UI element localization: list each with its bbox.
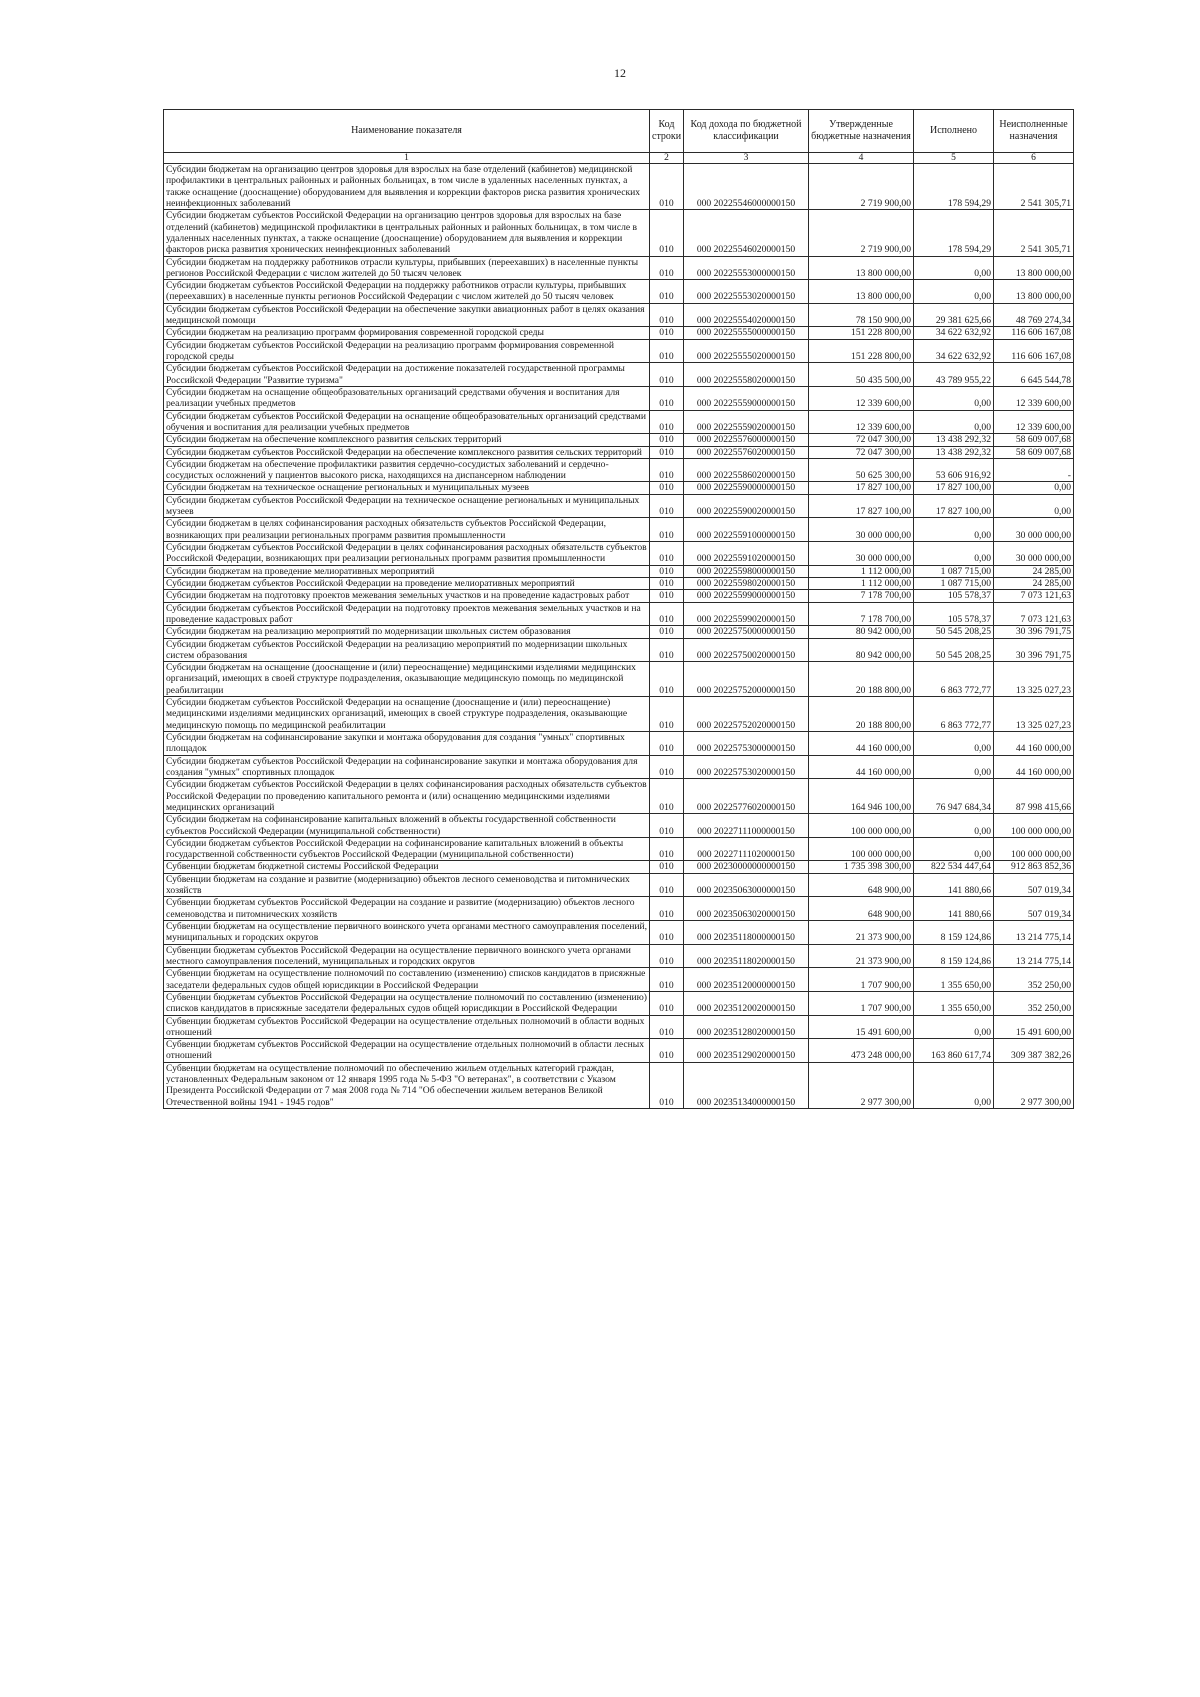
approved-amount-cell: 15 491 600,00 [809, 1015, 914, 1039]
table-row [164, 697, 1074, 732]
table-row [164, 755, 1074, 779]
table-row [164, 991, 1074, 1015]
executed-amount-cell: 0,00 [914, 732, 994, 756]
unexecuted-amount-cell: 12 339 600,00 [994, 410, 1074, 434]
income-code-cell: 000 20225555000000150 [684, 327, 809, 339]
line-code-cell: 010 [650, 590, 684, 602]
approved-amount-cell: 1 112 000,00 [809, 565, 914, 577]
unexecuted-amount-cell: 7 073 121,63 [994, 602, 1074, 626]
indicator-name-cell: Субсидии бюджетам субъектов Российской Федерации на достижение показателей государственной программы Российской Федерации "Развитие туризма" [164, 363, 650, 387]
column-number: 4 [809, 153, 914, 164]
income-code-cell: 000 20225591020000150 [684, 542, 809, 566]
header-executed: Исполнено [914, 110, 994, 153]
unexecuted-amount-cell: 352 250,00 [994, 968, 1074, 992]
approved-amount-cell: 50 625 300,00 [809, 458, 914, 482]
column-number: 5 [914, 153, 994, 164]
table-row [164, 1039, 1074, 1063]
unexecuted-amount-cell: 13 214 775,14 [994, 944, 1074, 968]
approved-amount-cell: 80 942 000,00 [809, 626, 914, 638]
unexecuted-amount-cell: 2 541 305,71 [994, 164, 1074, 210]
indicator-name-cell: Субсидии бюджетам на реализацию программ формирования современной городской среды [164, 327, 650, 339]
executed-amount-cell: 141 880,66 [914, 897, 994, 921]
unexecuted-amount-cell: 507 019,34 [994, 897, 1074, 921]
unexecuted-amount-cell: 13 325 027,23 [994, 697, 1074, 732]
line-code-cell: 010 [650, 638, 684, 662]
income-code-cell: 000 20225598020000150 [684, 577, 809, 589]
unexecuted-amount-cell: 100 000 000,00 [994, 814, 1074, 838]
indicator-name-cell: Субвенции бюджетам бюджетной системы Российской Федерации [164, 861, 650, 873]
table-row [164, 968, 1074, 992]
line-code-cell: 010 [650, 327, 684, 339]
table-row [164, 410, 1074, 434]
executed-amount-cell: 0,00 [914, 814, 994, 838]
unexecuted-amount-cell: 12 339 600,00 [994, 386, 1074, 410]
income-code-cell: 000 20225586020000150 [684, 458, 809, 482]
executed-amount-cell: 822 534 447,64 [914, 861, 994, 873]
line-code-cell: 010 [650, 814, 684, 838]
line-code-cell: 010 [650, 434, 684, 446]
indicator-name-cell: Субсидии бюджетам на обеспечение профилактики развития сердечно-сосудистых заболеваний и сердечно-сосудистых осложнений у пациентов высокого риска, находящихся на диспансерном наблюдении [164, 458, 650, 482]
indicator-name-cell: Субсидии бюджетам субъектов Российской Федерации на софинансирование закупки и монтажа оборудования для создания "умных" спортивных площадок [164, 755, 650, 779]
header-approved: Утвержденные бюджетные назначения [809, 110, 914, 153]
header-unexecuted: Неисполненные назначения [994, 110, 1074, 153]
approved-amount-cell: 1 707 900,00 [809, 968, 914, 992]
approved-amount-cell: 17 827 100,00 [809, 482, 914, 494]
unexecuted-amount-cell: 116 606 167,08 [994, 339, 1074, 363]
table-row [164, 386, 1074, 410]
income-code-cell: 000 20225599020000150 [684, 602, 809, 626]
indicator-name-cell: Субвенции бюджетам субъектов Российской Федерации на создание и развитие (модернизацию) объектов лесного семеноводства и питомнических хозяйств [164, 897, 650, 921]
table-row [164, 542, 1074, 566]
executed-amount-cell: 178 594,29 [914, 164, 994, 210]
line-code-cell: 010 [650, 837, 684, 861]
unexecuted-amount-cell: 912 863 852,36 [994, 861, 1074, 873]
indicator-name-cell: Субсидии бюджетам субъектов Российской Федерации на софинансирование капитальных вложений в объекты государственной собственности субъектов Российской Федерации (муниципальной собственности) [164, 837, 650, 861]
approved-amount-cell: 78 150 900,00 [809, 303, 914, 327]
header-line-code: Код строки [650, 110, 684, 153]
table-row [164, 1062, 1074, 1108]
page-number: 12 [614, 66, 626, 80]
table-row [164, 339, 1074, 363]
line-code-cell: 010 [650, 662, 684, 697]
income-code-cell: 000 20235118000000150 [684, 921, 809, 945]
line-code-cell: 010 [650, 968, 684, 992]
approved-amount-cell: 20 188 800,00 [809, 662, 914, 697]
executed-amount-cell: 53 606 916,92 [914, 458, 994, 482]
income-code-cell: 000 20235118020000150 [684, 944, 809, 968]
income-code-cell: 000 20230000000000150 [684, 861, 809, 873]
indicator-name-cell: Субсидии бюджетам субъектов Российской Федерации на техническое оснащение региональных и муниципальных музеев [164, 494, 650, 518]
unexecuted-amount-cell: 2 977 300,00 [994, 1062, 1074, 1108]
executed-amount-cell: 0,00 [914, 386, 994, 410]
line-code-cell: 010 [650, 446, 684, 458]
income-code-cell: 000 20225555020000150 [684, 339, 809, 363]
approved-amount-cell: 164 946 100,00 [809, 779, 914, 814]
unexecuted-amount-cell: 30 396 791,75 [994, 638, 1074, 662]
executed-amount-cell: 178 594,29 [914, 210, 994, 256]
approved-amount-cell: 21 373 900,00 [809, 944, 914, 968]
line-code-cell: 010 [650, 626, 684, 638]
approved-amount-cell: 1 112 000,00 [809, 577, 914, 589]
approved-amount-cell: 100 000 000,00 [809, 814, 914, 838]
table-row [164, 280, 1074, 304]
indicator-name-cell: Субсидии бюджетам субъектов Российской Федерации на обеспечение комплексного развития сельских территорий [164, 446, 650, 458]
approved-amount-cell: 151 228 800,00 [809, 327, 914, 339]
column-number: 3 [684, 153, 809, 164]
indicator-name-cell: Субсидии бюджетам субъектов Российской Федерации на организацию центров здоровья для взрослых на базе отделений (кабинетов) медицинской профилактики в центральных районных и районных больницах, в том числе в удаленных населенных пунктах, а также оснащение (дооснащение) оборудованием для выявления и коррекции факторов риска развития хронических неинфекционных заболеваний [164, 210, 650, 256]
income-code-cell: 000 20225558020000150 [684, 363, 809, 387]
income-code-cell: 000 20225553000000150 [684, 256, 809, 280]
income-code-cell: 000 20235120000000150 [684, 968, 809, 992]
executed-amount-cell: 0,00 [914, 518, 994, 542]
table-row [164, 518, 1074, 542]
executed-amount-cell: 50 545 208,25 [914, 638, 994, 662]
indicator-name-cell: Субсидии бюджетам на техническое оснащение региональных и муниципальных музеев [164, 482, 650, 494]
income-code-cell: 000 20225753000000150 [684, 732, 809, 756]
executed-amount-cell: 0,00 [914, 1062, 994, 1108]
income-code-cell: 000 20225753020000150 [684, 755, 809, 779]
line-code-cell: 010 [650, 732, 684, 756]
executed-amount-cell: 13 438 292,32 [914, 434, 994, 446]
table-row [164, 873, 1074, 897]
indicator-name-cell: Субсидии бюджетам на софинансирование капитальных вложений в объекты государственной собственности субъектов Российской Федерации (муниципальной собственности) [164, 814, 650, 838]
table-row [164, 897, 1074, 921]
indicator-name-cell: Субвенции бюджетам субъектов Российской Федерации на осуществление первичного воинского учета органами местного самоуправления поселений, муниципальных и городских округов [164, 944, 650, 968]
income-code-cell: 000 20235129020000150 [684, 1039, 809, 1063]
unexecuted-amount-cell: 6 645 544,78 [994, 363, 1074, 387]
table-row [164, 327, 1074, 339]
table-body [164, 164, 1074, 1109]
budget-execution-table [163, 109, 1074, 1109]
indicator-name-cell: Субсидии бюджетам субъектов Российской Федерации на проведение мелиоративных мероприятий [164, 577, 650, 589]
table-row [164, 626, 1074, 638]
income-code-cell: 000 20225752000000150 [684, 662, 809, 697]
income-code-cell: 000 20225590000000150 [684, 482, 809, 494]
column-number: 6 [994, 153, 1074, 164]
line-code-cell: 010 [650, 697, 684, 732]
line-code-cell: 010 [650, 565, 684, 577]
line-code-cell: 010 [650, 991, 684, 1015]
line-code-cell: 010 [650, 1015, 684, 1039]
executed-amount-cell: 13 438 292,32 [914, 446, 994, 458]
unexecuted-amount-cell: 15 491 600,00 [994, 1015, 1074, 1039]
executed-amount-cell: 0,00 [914, 755, 994, 779]
indicator-name-cell: Субсидии бюджетам на обеспечение комплексного развития сельских территорий [164, 434, 650, 446]
unexecuted-amount-cell: 309 387 382,26 [994, 1039, 1074, 1063]
executed-amount-cell: 163 860 617,74 [914, 1039, 994, 1063]
table-row [164, 446, 1074, 458]
table-row [164, 210, 1074, 256]
unexecuted-amount-cell: 44 160 000,00 [994, 755, 1074, 779]
indicator-name-cell: Субсидии бюджетам на софинансирование закупки и монтажа оборудования для создания "умных" спортивных площадок [164, 732, 650, 756]
indicator-name-cell: Субсидии бюджетам субъектов Российской Федерации на поддержку работников отрасли культуры, прибывших (переехавших) в населенные пункты регионов Российской Федерации с числом жителей до 50 тысяч человек [164, 280, 650, 304]
approved-amount-cell: 72 047 300,00 [809, 446, 914, 458]
income-code-cell: 000 20225576020000150 [684, 446, 809, 458]
indicator-name-cell: Субсидии бюджетам субъектов Российской Федерации на оснащение общеобразовательных организаций средствами обучения и воспитания для реализации учебных предметов [164, 410, 650, 434]
income-code-cell: 000 20235120020000150 [684, 991, 809, 1015]
table-row [164, 577, 1074, 589]
approved-amount-cell: 20 188 800,00 [809, 697, 914, 732]
approved-amount-cell: 7 178 700,00 [809, 602, 914, 626]
line-code-cell: 010 [650, 410, 684, 434]
approved-amount-cell: 473 248 000,00 [809, 1039, 914, 1063]
unexecuted-amount-cell: 13 325 027,23 [994, 662, 1074, 697]
approved-amount-cell: 12 339 600,00 [809, 410, 914, 434]
approved-amount-cell: 13 800 000,00 [809, 256, 914, 280]
executed-amount-cell: 0,00 [914, 542, 994, 566]
table-header [164, 110, 1074, 164]
income-code-cell: 000 20235128020000150 [684, 1015, 809, 1039]
approved-amount-cell: 30 000 000,00 [809, 518, 914, 542]
executed-amount-cell: 8 159 124,86 [914, 944, 994, 968]
indicator-name-cell: Субвенции бюджетам на осуществление полномочий по составлению (изменению) списков кандидатов в присяжные заседатели федеральных судов общей юрисдикции в Российской Федерации [164, 968, 650, 992]
approved-amount-cell: 7 178 700,00 [809, 590, 914, 602]
unexecuted-amount-cell: 24 285,00 [994, 577, 1074, 589]
line-code-cell: 010 [650, 542, 684, 566]
table-row [164, 814, 1074, 838]
table-row [164, 482, 1074, 494]
approved-amount-cell: 17 827 100,00 [809, 494, 914, 518]
unexecuted-amount-cell: 507 019,34 [994, 873, 1074, 897]
income-code-cell: 000 20225546000000150 [684, 164, 809, 210]
executed-amount-cell: 105 578,37 [914, 602, 994, 626]
approved-amount-cell: 44 160 000,00 [809, 755, 914, 779]
line-code-cell: 010 [650, 602, 684, 626]
unexecuted-amount-cell: 13 800 000,00 [994, 280, 1074, 304]
line-code-cell: 010 [650, 1062, 684, 1108]
executed-amount-cell: 43 789 955,22 [914, 363, 994, 387]
indicator-name-cell: Субвенции бюджетам субъектов Российской Федерации на осуществление отдельных полномочий в области лесных отношений [164, 1039, 650, 1063]
line-code-cell: 010 [650, 386, 684, 410]
income-code-cell: 000 20225750020000150 [684, 638, 809, 662]
unexecuted-amount-cell: 0,00 [994, 482, 1074, 494]
indicator-name-cell: Субвенции бюджетам на осуществление первичного воинского учета органами местного самоуправления поселений, муниципальных и городских округов [164, 921, 650, 945]
executed-amount-cell: 0,00 [914, 1015, 994, 1039]
executed-amount-cell: 1 355 650,00 [914, 968, 994, 992]
table-row [164, 458, 1074, 482]
table-row [164, 732, 1074, 756]
approved-amount-cell: 30 000 000,00 [809, 542, 914, 566]
line-code-cell: 010 [650, 944, 684, 968]
table-row [164, 837, 1074, 861]
executed-amount-cell: 1 087 715,00 [914, 577, 994, 589]
column-number: 1 [164, 153, 650, 164]
line-code-cell: 010 [650, 210, 684, 256]
line-code-cell: 010 [650, 339, 684, 363]
line-code-cell: 010 [650, 482, 684, 494]
unexecuted-amount-cell: 13 214 775,14 [994, 921, 1074, 945]
approved-amount-cell: 13 800 000,00 [809, 280, 914, 304]
table-row [164, 602, 1074, 626]
income-code-cell: 000 20227111000000150 [684, 814, 809, 838]
indicator-name-cell: Субсидии бюджетам на реализацию мероприятий по модернизации школьных систем образования [164, 626, 650, 638]
table-row [164, 590, 1074, 602]
executed-amount-cell: 0,00 [914, 256, 994, 280]
executed-amount-cell: 34 622 632,92 [914, 327, 994, 339]
approved-amount-cell: 648 900,00 [809, 873, 914, 897]
income-code-cell: 000 20225559020000150 [684, 410, 809, 434]
line-code-cell: 010 [650, 897, 684, 921]
line-code-cell: 010 [650, 779, 684, 814]
unexecuted-amount-cell: 24 285,00 [994, 565, 1074, 577]
line-code-cell: 010 [650, 363, 684, 387]
approved-amount-cell: 1 707 900,00 [809, 991, 914, 1015]
indicator-name-cell: Субсидии бюджетам субъектов Российской Федерации на оснащение (дооснащение и (или) переоснащение) медицинскими изделиями медицинских организаций, имеющих в своей структуре подразделения, оказывающие медицинскую помощь по медицинской реабилитации [164, 697, 650, 732]
line-code-cell: 010 [650, 164, 684, 210]
table-row [164, 256, 1074, 280]
indicator-name-cell: Субсидии бюджетам в целях софинансирования расходных обязательств субъектов Российской Федерации, возникающих при реализации региональных программ развития промышленности [164, 518, 650, 542]
indicator-name-cell: Субсидии бюджетам на подготовку проектов межевания земельных участков и на проведение кадастровых работ [164, 590, 650, 602]
executed-amount-cell: 6 863 772,77 [914, 697, 994, 732]
income-code-cell: 000 20225752020000150 [684, 697, 809, 732]
approved-amount-cell: 2 719 900,00 [809, 210, 914, 256]
unexecuted-amount-cell: 30 000 000,00 [994, 542, 1074, 566]
executed-amount-cell: 0,00 [914, 280, 994, 304]
line-code-cell: 010 [650, 921, 684, 945]
line-code-cell: 010 [650, 458, 684, 482]
executed-amount-cell: 29 381 625,66 [914, 303, 994, 327]
executed-amount-cell: 1 355 650,00 [914, 991, 994, 1015]
line-code-cell: 010 [650, 861, 684, 873]
indicator-name-cell: Субвенции бюджетам на создание и развитие (модернизацию) объектов лесного семеноводства и питомнических хозяйств [164, 873, 650, 897]
executed-amount-cell: 50 545 208,25 [914, 626, 994, 638]
table-row [164, 1015, 1074, 1039]
line-code-cell: 010 [650, 1039, 684, 1063]
indicator-name-cell: Субсидии бюджетам субъектов Российской Федерации на реализацию программ формирования современной городской среды [164, 339, 650, 363]
income-code-cell: 000 20225559000000150 [684, 386, 809, 410]
unexecuted-amount-cell: 44 160 000,00 [994, 732, 1074, 756]
income-code-cell: 000 20235134000000150 [684, 1062, 809, 1108]
column-number-row [164, 153, 1074, 164]
income-code-cell: 000 20225599000000150 [684, 590, 809, 602]
indicator-name-cell: Субсидии бюджетам субъектов Российской Федерации в целях софинансирования расходных обязательств субъектов Российской Федерации по проведению капитального ремонта и (или) оснащению медицинскими изделиями медицинских организаций [164, 779, 650, 814]
unexecuted-amount-cell: 58 609 007,68 [994, 434, 1074, 446]
table-row [164, 363, 1074, 387]
unexecuted-amount-cell: 30 396 791,75 [994, 626, 1074, 638]
approved-amount-cell: 80 942 000,00 [809, 638, 914, 662]
line-code-cell: 010 [650, 303, 684, 327]
table-row [164, 565, 1074, 577]
approved-amount-cell: 100 000 000,00 [809, 837, 914, 861]
unexecuted-amount-cell: 2 541 305,71 [994, 210, 1074, 256]
executed-amount-cell: 8 159 124,86 [914, 921, 994, 945]
indicator-name-cell: Субсидии бюджетам на проведение мелиоративных мероприятий [164, 565, 650, 577]
line-code-cell: 010 [650, 280, 684, 304]
unexecuted-amount-cell: 87 998 415,66 [994, 779, 1074, 814]
unexecuted-amount-cell: 116 606 167,08 [994, 327, 1074, 339]
unexecuted-amount-cell: 100 000 000,00 [994, 837, 1074, 861]
unexecuted-amount-cell: 48 769 274,34 [994, 303, 1074, 327]
line-code-cell: 010 [650, 755, 684, 779]
unexecuted-amount-cell: 352 250,00 [994, 991, 1074, 1015]
income-code-cell: 000 20225776020000150 [684, 779, 809, 814]
executed-amount-cell: 141 880,66 [914, 873, 994, 897]
line-code-cell: 010 [650, 873, 684, 897]
income-code-cell: 000 20225553020000150 [684, 280, 809, 304]
executed-amount-cell: 17 827 100,00 [914, 482, 994, 494]
line-code-cell: 010 [650, 256, 684, 280]
line-code-cell: 010 [650, 577, 684, 589]
unexecuted-amount-cell: 13 800 000,00 [994, 256, 1074, 280]
approved-amount-cell: 1 735 398 300,00 [809, 861, 914, 873]
approved-amount-cell: 44 160 000,00 [809, 732, 914, 756]
executed-amount-cell: 0,00 [914, 837, 994, 861]
line-code-cell: 010 [650, 494, 684, 518]
unexecuted-amount-cell: 0,00 [994, 494, 1074, 518]
executed-amount-cell: 17 827 100,00 [914, 494, 994, 518]
indicator-name-cell: Субсидии бюджетам на оснащение общеобразовательных организаций средствами обучения и воспитания для реализации учебных предметов [164, 386, 650, 410]
column-number: 2 [650, 153, 684, 164]
unexecuted-amount-cell: 58 609 007,68 [994, 446, 1074, 458]
table-row [164, 662, 1074, 697]
unexecuted-amount-cell: 30 000 000,00 [994, 518, 1074, 542]
executed-amount-cell: 1 087 715,00 [914, 565, 994, 577]
indicator-name-cell: Субсидии бюджетам на поддержку работников отрасли культуры, прибывших (переехавших) в населенные пункты регионов Российской Федерации с числом жителей до 50 тысяч человек [164, 256, 650, 280]
line-code-cell: 010 [650, 518, 684, 542]
table-row [164, 861, 1074, 873]
executed-amount-cell: 105 578,37 [914, 590, 994, 602]
executed-amount-cell: 0,00 [914, 410, 994, 434]
indicator-name-cell: Субсидии бюджетам на оснащение (дооснащение и (или) переоснащение) медицинскими изделиями медицинских организаций, имеющих в своей структуре подразделения, оказывающие медицинскую помощь по медицинской реабилитации [164, 662, 650, 697]
income-code-cell: 000 20225750000000150 [684, 626, 809, 638]
approved-amount-cell: 50 435 500,00 [809, 363, 914, 387]
table-row [164, 164, 1074, 210]
approved-amount-cell: 2 719 900,00 [809, 164, 914, 210]
income-code-cell: 000 20225546020000150 [684, 210, 809, 256]
indicator-name-cell: Субсидии бюджетам на организацию центров здоровья для взрослых на базе отделений (кабинетов) медицинской профилактики в центральных районных и районных больницах, в том числе в удаленных населенных пунктах, а также оснащение (дооснащение) оборудованием для выявления и коррекции факторов риска развития хронических неинфекционных заболеваний [164, 164, 650, 210]
income-code-cell: 000 20225591000000150 [684, 518, 809, 542]
indicator-name-cell: Субсидии бюджетам субъектов Российской Федерации на реализацию мероприятий по модернизации школьных систем образования [164, 638, 650, 662]
unexecuted-amount-cell: 7 073 121,63 [994, 590, 1074, 602]
executed-amount-cell: 34 622 632,92 [914, 339, 994, 363]
budget-table-container [163, 109, 1073, 1109]
indicator-name-cell: Субсидии бюджетам субъектов Российской Федерации на подготовку проектов межевания земельных участков и на проведение кадастровых работ [164, 602, 650, 626]
indicator-name-cell: Субсидии бюджетам субъектов Российской Федерации в целях софинансирования расходных обязательств субъектов Российской Федерации, возникающих при реализации региональных программ развития промышленности [164, 542, 650, 566]
executed-amount-cell: 76 947 684,34 [914, 779, 994, 814]
table-row [164, 434, 1074, 446]
income-code-cell: 000 20225598000000150 [684, 565, 809, 577]
table-row [164, 944, 1074, 968]
table-row [164, 921, 1074, 945]
approved-amount-cell: 12 339 600,00 [809, 386, 914, 410]
indicator-name-cell: Субсидии бюджетам субъектов Российской Федерации на обеспечение закупки авиационных работ в целях оказания медицинской помощи [164, 303, 650, 327]
approved-amount-cell: 151 228 800,00 [809, 339, 914, 363]
executed-amount-cell: 6 863 772,77 [914, 662, 994, 697]
income-code-cell: 000 20225576000000150 [684, 434, 809, 446]
income-code-cell: 000 20235063020000150 [684, 897, 809, 921]
income-code-cell: 000 20225554020000150 [684, 303, 809, 327]
income-code-cell: 000 20225590020000150 [684, 494, 809, 518]
income-code-cell: 000 20235063000000150 [684, 873, 809, 897]
indicator-name-cell: Субвенции бюджетам на осуществление полномочий по обеспечению жильем отдельных категорий граждан, установленных Федеральным законом от 12 января 1995 года № 5-ФЗ "О ветеранах", в соответствии с Указом Президента Российской Федерации от 7 мая 2008 года № 714 "Об обеспечении жильем ветеранов Великой Отечественной войны 1941 - 1945 годов" [164, 1062, 650, 1108]
table-row [164, 494, 1074, 518]
indicator-name-cell: Субвенции бюджетам субъектов Российской Федерации на осуществление отдельных полномочий в области водных отношений [164, 1015, 650, 1039]
indicator-name-cell: Субвенции бюджетам субъектов Российской Федерации на осуществление полномочий по составлению (изменению) списков кандидатов в присяжные заседатели федеральных судов общей юрисдикции в Российской Федерации [164, 991, 650, 1015]
unexecuted-amount-cell: - [994, 458, 1074, 482]
approved-amount-cell: 648 900,00 [809, 897, 914, 921]
table-row [164, 779, 1074, 814]
approved-amount-cell: 21 373 900,00 [809, 921, 914, 945]
approved-amount-cell: 2 977 300,00 [809, 1062, 914, 1108]
header-income-code: Код дохода по бюджетной классификации [684, 110, 809, 153]
table-row [164, 638, 1074, 662]
approved-amount-cell: 72 047 300,00 [809, 434, 914, 446]
income-code-cell: 000 20227111020000150 [684, 837, 809, 861]
table-row [164, 303, 1074, 327]
header-indicator-name: Наименование показателя [164, 110, 650, 153]
